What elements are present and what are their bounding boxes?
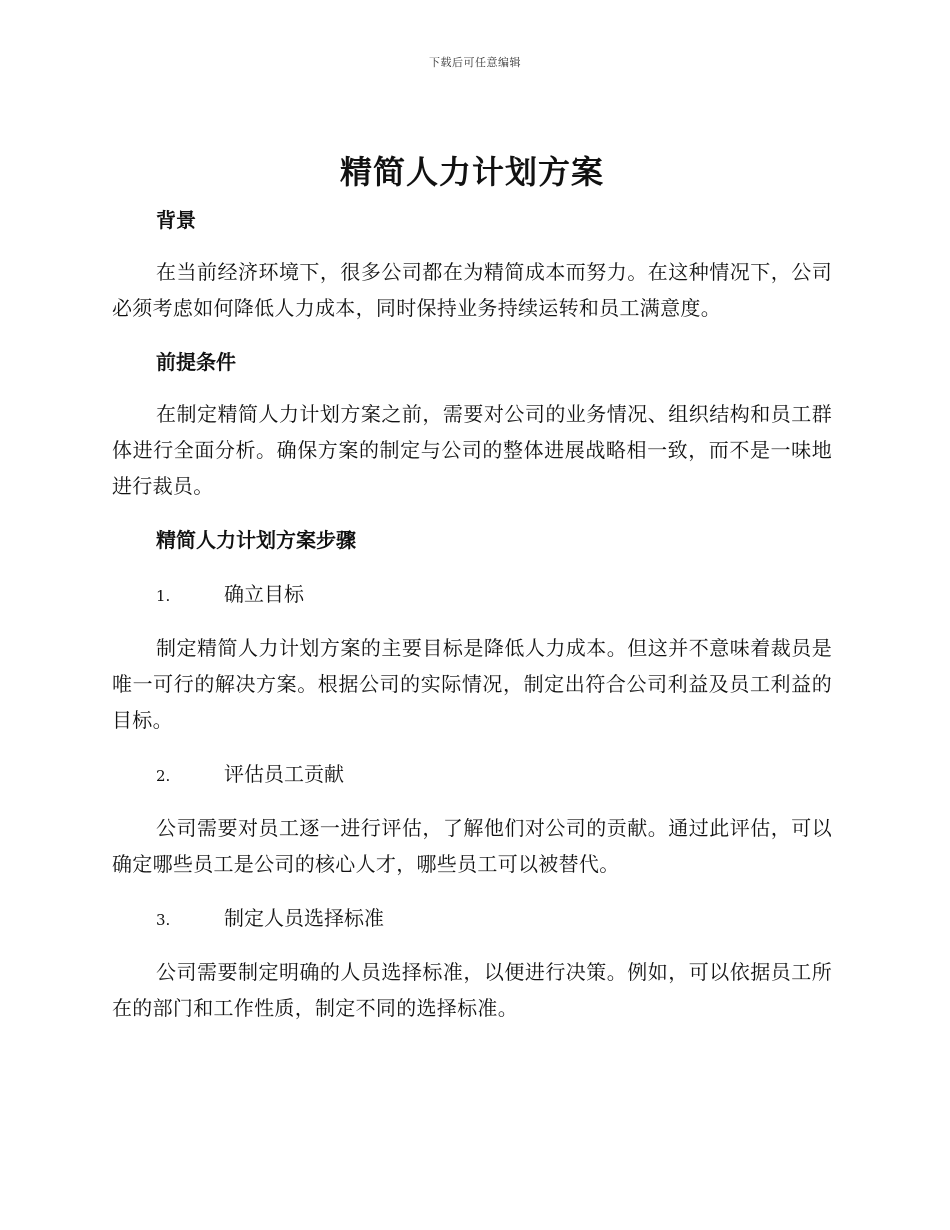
section-heading-background: 背景 bbox=[156, 208, 196, 232]
step-number: 2. bbox=[156, 767, 171, 785]
step-item-1 bbox=[112, 574, 832, 616]
document-body bbox=[112, 146, 832, 1026]
step-number: 3. bbox=[156, 911, 171, 929]
step-number: 1. bbox=[156, 587, 171, 605]
section-heading-steps: 精简人力计划方案步骤 bbox=[156, 528, 356, 552]
header-note: 下载后可任意编辑 bbox=[429, 56, 521, 69]
step-title: 确立目标 bbox=[224, 582, 304, 606]
section-heading-prerequisites: 前提条件 bbox=[156, 350, 236, 374]
step-paragraph-3: 公司需要制定明确的人员选择标准，以便进行决策。例如，可以依据员工所在的部门和工作性质，制定不同的选择标准。 bbox=[112, 960, 832, 1020]
step-title: 评估员工贡献 bbox=[224, 762, 344, 786]
paragraph-background: 在当前经济环境下，很多公司都在为精简成本而努力。在这种情况下，公司必须考虑如何降低人力成本，同时保持业务持续运转和员工满意度。 bbox=[112, 260, 832, 320]
document-title: 精简人力计划方案 bbox=[339, 153, 604, 191]
step-title: 制定人员选择标准 bbox=[224, 906, 384, 930]
step-paragraph-2: 公司需要对员工逐一进行评估，了解他们对公司的贡献。通过此评估，可以确定哪些员工是公司的核心人才，哪些员工可以被替代。 bbox=[112, 816, 832, 876]
step-paragraph-1: 制定精简人力计划方案的主要目标是降低人力成本。但这并不意味着裁员是唯一可行的解决方案。根据公司的实际情况，制定出符合公司利益及员工利益的目标。 bbox=[112, 636, 832, 732]
step-item-2 bbox=[112, 754, 832, 796]
step-item-3 bbox=[112, 898, 832, 940]
paragraph-prerequisites: 在制定精简人力计划方案之前，需要对公司的业务情况、组织结构和员工群体进行全面分析。确保方案的制定与公司的整体进展战略相一致，而不是一味地进行裁员。 bbox=[112, 402, 832, 498]
